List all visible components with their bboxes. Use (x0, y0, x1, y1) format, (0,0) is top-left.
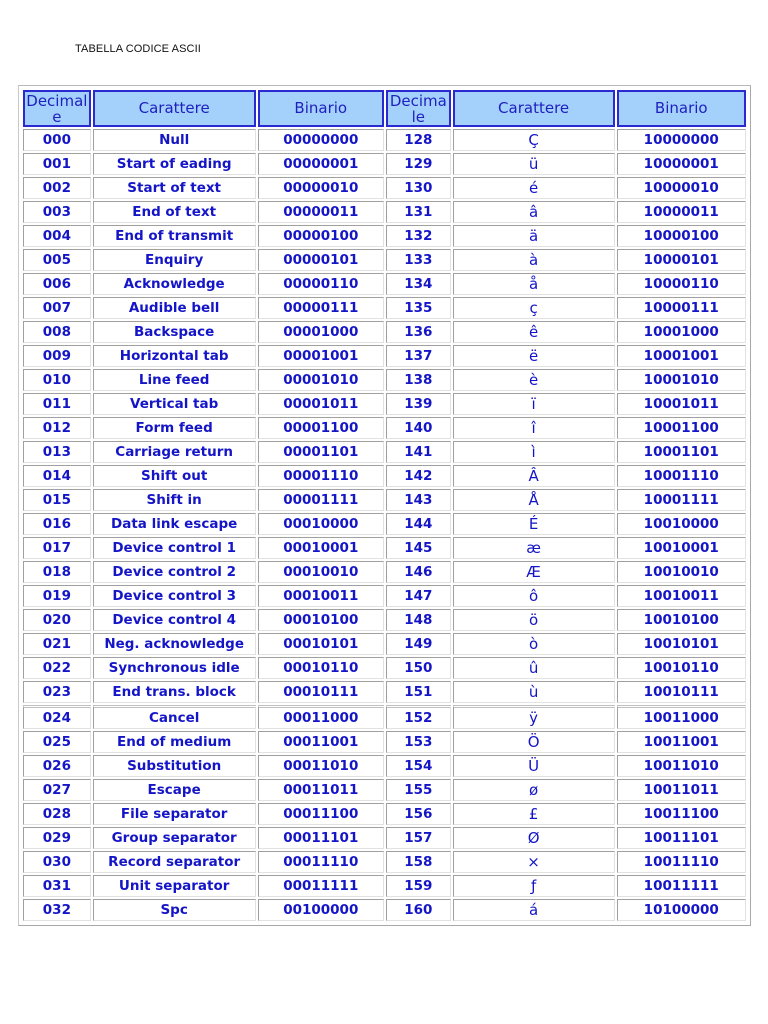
decimal-cell: 007 (23, 297, 91, 319)
decimal-cell: 130 (386, 177, 451, 199)
decimal-cell: 030 (23, 851, 91, 873)
character-cell: End trans. block (93, 681, 256, 703)
decimal-cell: 005 (23, 249, 91, 271)
decimal-cell: 159 (386, 875, 451, 897)
column-header-binario-2: Binario (617, 90, 747, 127)
binary-cell: 10010100 (617, 609, 747, 631)
decimal-cell: 147 (386, 585, 451, 607)
binary-cell: 00011110 (258, 851, 384, 873)
character-cell: Substitution (93, 755, 256, 777)
decimal-cell: 128 (386, 129, 451, 151)
binary-cell: 00001011 (258, 393, 384, 415)
ext-character-cell: Ø (453, 827, 615, 849)
binary-cell: 00011101 (258, 827, 384, 849)
character-cell: Start of eading (93, 153, 256, 175)
ext-character-cell: ô (453, 585, 615, 607)
decimal-cell: 158 (386, 851, 451, 873)
binary-cell: 00000110 (258, 273, 384, 295)
decimal-cell: 006 (23, 273, 91, 295)
character-cell: Enquiry (93, 249, 256, 271)
binary-cell: 00000100 (258, 225, 384, 247)
decimal-cell: 155 (386, 779, 451, 801)
binary-cell: 00011100 (258, 803, 384, 825)
ext-character-cell: é (453, 177, 615, 199)
binary-cell: 00010111 (258, 681, 384, 703)
binary-cell: 10001100 (617, 417, 747, 439)
binary-cell: 00010011 (258, 585, 384, 607)
ext-character-cell: ç (453, 297, 615, 319)
table-row (23, 705, 746, 729)
column-header-carattere: Carattere (93, 90, 256, 127)
character-cell: Acknowledge (93, 273, 256, 295)
binary-cell: 10010110 (617, 657, 747, 679)
table-row (23, 513, 746, 535)
ext-character-cell: ÿ (453, 705, 615, 729)
decimal-cell: 016 (23, 513, 91, 535)
decimal-cell: 013 (23, 441, 91, 463)
ext-character-cell: à (453, 249, 615, 271)
binary-cell: 10001110 (617, 465, 747, 487)
decimal-cell: 010 (23, 369, 91, 391)
binary-cell: 10010001 (617, 537, 747, 559)
binary-cell: 10000001 (617, 153, 747, 175)
document-title: TABELLA CODICE ASCII (75, 43, 201, 55)
ext-character-cell: × (453, 851, 615, 873)
decimal-cell: 151 (386, 681, 451, 703)
ext-character-cell: ü (453, 153, 615, 175)
decimal-cell: 131 (386, 201, 451, 223)
decimal-cell: 141 (386, 441, 451, 463)
character-cell: Shift in (93, 489, 256, 511)
decimal-cell: 144 (386, 513, 451, 535)
binary-cell: 10011111 (617, 875, 747, 897)
table-header-row (23, 90, 746, 127)
decimal-cell: 019 (23, 585, 91, 607)
ext-character-cell: å (453, 273, 615, 295)
binary-cell: 10001111 (617, 489, 747, 511)
table-row (23, 561, 746, 583)
binary-cell: 00001111 (258, 489, 384, 511)
table-row (23, 731, 746, 753)
table-row (23, 297, 746, 319)
decimal-cell: 028 (23, 803, 91, 825)
character-cell: Start of text (93, 177, 256, 199)
character-cell: Group separator (93, 827, 256, 849)
character-cell: Horizontal tab (93, 345, 256, 367)
binary-cell: 10000000 (617, 129, 747, 151)
decimal-cell: 133 (386, 249, 451, 271)
character-cell: Device control 1 (93, 537, 256, 559)
table-row (23, 249, 746, 271)
binary-cell: 10001011 (617, 393, 747, 415)
ascii-table-frame (18, 85, 751, 926)
ext-character-cell: ë (453, 345, 615, 367)
character-cell: Form feed (93, 417, 256, 439)
character-cell: Spc (93, 899, 256, 921)
binary-cell: 00001100 (258, 417, 384, 439)
column-header-carattere-2: Carattere (453, 90, 615, 127)
decimal-cell: 135 (386, 297, 451, 319)
ext-character-cell: æ (453, 537, 615, 559)
decimal-cell: 160 (386, 899, 451, 921)
binary-cell: 00001010 (258, 369, 384, 391)
character-cell: Neg. acknowledge (93, 633, 256, 655)
decimal-cell: 027 (23, 779, 91, 801)
binary-cell: 00000011 (258, 201, 384, 223)
binary-cell: 00000101 (258, 249, 384, 271)
ext-character-cell: £ (453, 803, 615, 825)
decimal-cell: 129 (386, 153, 451, 175)
column-header-decimale: Decimale (23, 90, 91, 127)
ext-character-cell: â (453, 201, 615, 223)
decimal-cell: 012 (23, 417, 91, 439)
binary-cell: 10010101 (617, 633, 747, 655)
binary-cell: 10010111 (617, 681, 747, 703)
character-cell: Vertical tab (93, 393, 256, 415)
binary-cell: 10000101 (617, 249, 747, 271)
table-row (23, 345, 746, 367)
decimal-cell: 032 (23, 899, 91, 921)
binary-cell: 10000111 (617, 297, 747, 319)
decimal-cell: 024 (23, 705, 91, 729)
ext-character-cell: ì (453, 441, 615, 463)
binary-cell: 00000001 (258, 153, 384, 175)
binary-cell: 10000100 (617, 225, 747, 247)
binary-cell: 00011001 (258, 731, 384, 753)
decimal-cell: 021 (23, 633, 91, 655)
ascii-table (21, 88, 748, 923)
binary-cell: 10000011 (617, 201, 747, 223)
decimal-cell: 145 (386, 537, 451, 559)
decimal-cell: 146 (386, 561, 451, 583)
binary-cell: 00010101 (258, 633, 384, 655)
character-cell: Data link escape (93, 513, 256, 535)
decimal-cell: 014 (23, 465, 91, 487)
character-cell: Audible bell (93, 297, 256, 319)
table-row (23, 779, 746, 801)
binary-cell: 00010000 (258, 513, 384, 535)
decimal-cell: 023 (23, 681, 91, 703)
binary-cell: 00001101 (258, 441, 384, 463)
decimal-cell: 020 (23, 609, 91, 631)
binary-cell: 10010010 (617, 561, 747, 583)
binary-cell: 10011010 (617, 755, 747, 777)
table-row (23, 273, 746, 295)
table-row (23, 657, 746, 679)
table-row (23, 827, 746, 849)
character-cell: Backspace (93, 321, 256, 343)
binary-cell: 10010000 (617, 513, 747, 535)
binary-cell: 10000110 (617, 273, 747, 295)
ext-character-cell: Â (453, 465, 615, 487)
decimal-cell: 154 (386, 755, 451, 777)
ext-character-cell: è (453, 369, 615, 391)
table-row (23, 369, 746, 391)
ext-character-cell: Ö (453, 731, 615, 753)
decimal-cell: 150 (386, 657, 451, 679)
character-cell: Unit separator (93, 875, 256, 897)
ext-character-cell: Æ (453, 561, 615, 583)
binary-cell: 00010010 (258, 561, 384, 583)
ext-character-cell: ä (453, 225, 615, 247)
decimal-cell: 009 (23, 345, 91, 367)
table-row (23, 201, 746, 223)
ext-character-cell: É (453, 513, 615, 535)
table-row (23, 177, 746, 199)
binary-cell: 00000000 (258, 129, 384, 151)
binary-cell: 00011010 (258, 755, 384, 777)
decimal-cell: 148 (386, 609, 451, 631)
decimal-cell: 152 (386, 705, 451, 729)
decimal-cell: 132 (386, 225, 451, 247)
binary-cell: 10011110 (617, 851, 747, 873)
table-row (23, 417, 746, 439)
column-header-binario: Binario (258, 90, 384, 127)
binary-cell: 00100000 (258, 899, 384, 921)
ext-character-cell: ê (453, 321, 615, 343)
character-cell: Line feed (93, 369, 256, 391)
binary-cell: 10000010 (617, 177, 747, 199)
table-row (23, 225, 746, 247)
binary-cell: 10011001 (617, 731, 747, 753)
ext-character-cell: Ç (453, 129, 615, 151)
binary-cell: 10011011 (617, 779, 747, 801)
decimal-cell: 156 (386, 803, 451, 825)
ext-character-cell: ï (453, 393, 615, 415)
table-row (23, 755, 746, 777)
binary-cell: 10001000 (617, 321, 747, 343)
binary-cell: 00011000 (258, 705, 384, 729)
ext-character-cell: ò (453, 633, 615, 655)
ext-character-cell: ù (453, 681, 615, 703)
ext-character-cell: ö (453, 609, 615, 631)
table-row (23, 899, 746, 921)
table-row (23, 465, 746, 487)
table-row (23, 489, 746, 511)
decimal-cell: 134 (386, 273, 451, 295)
decimal-cell: 008 (23, 321, 91, 343)
binary-cell: 10011100 (617, 803, 747, 825)
table-row (23, 153, 746, 175)
binary-cell: 00010100 (258, 609, 384, 631)
character-cell: End of medium (93, 731, 256, 753)
table-row (23, 875, 746, 897)
decimal-cell: 157 (386, 827, 451, 849)
decimal-cell: 143 (386, 489, 451, 511)
character-cell: Device control 2 (93, 561, 256, 583)
decimal-cell: 029 (23, 827, 91, 849)
decimal-cell: 136 (386, 321, 451, 343)
binary-cell: 00001110 (258, 465, 384, 487)
table-row (23, 393, 746, 415)
decimal-cell: 004 (23, 225, 91, 247)
ext-character-cell: î (453, 417, 615, 439)
character-cell: Null (93, 129, 256, 151)
binary-cell: 10011101 (617, 827, 747, 849)
table-body (23, 129, 746, 921)
binary-cell: 10001001 (617, 345, 747, 367)
decimal-cell: 026 (23, 755, 91, 777)
binary-cell: 00011011 (258, 779, 384, 801)
decimal-cell: 003 (23, 201, 91, 223)
table-row (23, 129, 746, 151)
ext-character-cell: û (453, 657, 615, 679)
decimal-cell: 000 (23, 129, 91, 151)
decimal-cell: 031 (23, 875, 91, 897)
binary-cell: 00010110 (258, 657, 384, 679)
ext-character-cell: ø (453, 779, 615, 801)
table-row (23, 585, 746, 607)
decimal-cell: 142 (386, 465, 451, 487)
decimal-cell: 001 (23, 153, 91, 175)
character-cell: Carriage return (93, 441, 256, 463)
binary-cell: 00011111 (258, 875, 384, 897)
table-row (23, 537, 746, 559)
binary-cell: 00001000 (258, 321, 384, 343)
ext-character-cell: Å (453, 489, 615, 511)
character-cell: Record separator (93, 851, 256, 873)
decimal-cell: 011 (23, 393, 91, 415)
binary-cell: 10001010 (617, 369, 747, 391)
character-cell: End of transmit (93, 225, 256, 247)
table-row (23, 851, 746, 873)
ext-character-cell: Ü (453, 755, 615, 777)
table-row (23, 803, 746, 825)
decimal-cell: 025 (23, 731, 91, 753)
character-cell: Device control 3 (93, 585, 256, 607)
table-row (23, 609, 746, 631)
ext-character-cell: ƒ (453, 875, 615, 897)
table-row (23, 633, 746, 655)
decimal-cell: 149 (386, 633, 451, 655)
decimal-cell: 140 (386, 417, 451, 439)
binary-cell: 10010011 (617, 585, 747, 607)
character-cell: Shift out (93, 465, 256, 487)
decimal-cell: 139 (386, 393, 451, 415)
decimal-cell: 015 (23, 489, 91, 511)
decimal-cell: 138 (386, 369, 451, 391)
character-cell: Cancel (93, 705, 256, 729)
binary-cell: 10001101 (617, 441, 747, 463)
binary-cell: 10011000 (617, 705, 747, 729)
table-row (23, 441, 746, 463)
ext-character-cell: á (453, 899, 615, 921)
decimal-cell: 018 (23, 561, 91, 583)
binary-cell: 00001001 (258, 345, 384, 367)
decimal-cell: 017 (23, 537, 91, 559)
character-cell: Escape (93, 779, 256, 801)
decimal-cell: 153 (386, 731, 451, 753)
column-header-decimale-2: Decimale (386, 90, 451, 127)
character-cell: File separator (93, 803, 256, 825)
character-cell: End of text (93, 201, 256, 223)
binary-cell: 00000010 (258, 177, 384, 199)
table-row (23, 681, 746, 703)
character-cell: Synchronous idle (93, 657, 256, 679)
decimal-cell: 002 (23, 177, 91, 199)
binary-cell: 00000111 (258, 297, 384, 319)
decimal-cell: 022 (23, 657, 91, 679)
decimal-cell: 137 (386, 345, 451, 367)
table-row (23, 321, 746, 343)
binary-cell: 10100000 (617, 899, 747, 921)
character-cell: Device control 4 (93, 609, 256, 631)
binary-cell: 00010001 (258, 537, 384, 559)
